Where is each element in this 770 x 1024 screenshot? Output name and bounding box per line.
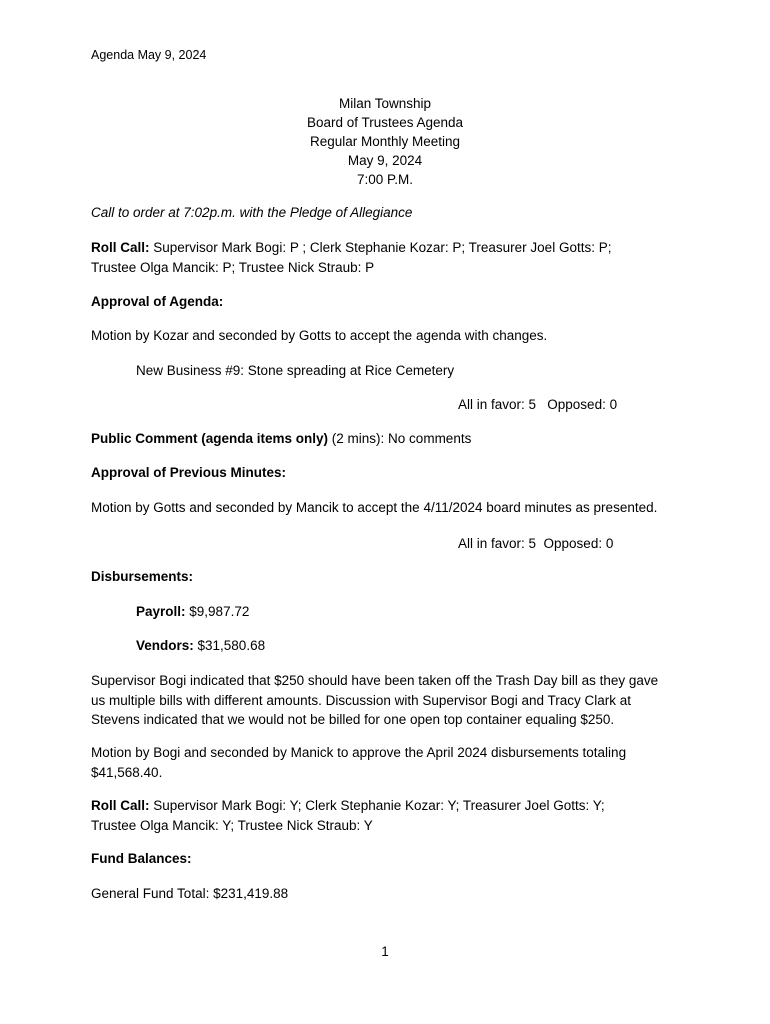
- roll-call-line: Supervisor Mark Bogi: Y; Clerk Stephanie Kozar: Y; Treasurer Joel Gotts: Y;: [149, 798, 605, 813]
- public-comment: [91, 429, 691, 449]
- previous-minutes-heading: Approval of Previous Minutes:: [91, 465, 287, 480]
- roll-call-line: Trustee Olga Mancik: Y; Trustee Nick Straub: Y: [91, 817, 373, 833]
- roll-call-line: Trustee Olga Mancik: P; Trustee Nick Straub: P: [91, 259, 375, 275]
- title-date: May 9, 2024: [347, 153, 423, 168]
- disbursements-motion: Motion by Bogi and seconded by Manick to approve the April 2024 disbursements totaling $41,568.40.: [91, 745, 627, 780]
- page-number: 1: [381, 944, 389, 959]
- vendors-line: [136, 636, 736, 656]
- roll-call-label: Roll Call:: [91, 798, 150, 813]
- disbursements-note: Supervisor Bogi indicated that $250 should have been taken off the Trash Day bill as they gave us multiple bills with different amounts. Discussion with Supervisor Bogi and Tracy Clark at Stevens indicated that we would not be billed for one open top container equaling $250.: [91, 673, 659, 727]
- title-board: Board of Trustees Agenda: [306, 115, 464, 130]
- roll-call-label: Roll Call:: [91, 240, 150, 255]
- minutes-vote-result: All in favor: 5 Opposed: 0: [458, 536, 614, 551]
- call-to-order: Call to order at 7:02p.m. with the Pledge of Allegiance: [91, 205, 413, 220]
- public-comment-detail: (2 mins): No comments: [328, 431, 472, 446]
- approval-agenda-heading: Approval of Agenda:: [91, 294, 224, 309]
- public-comment-heading: Public Comment (agenda items only): [91, 431, 329, 446]
- vendors-label: Vendors:: [136, 638, 194, 653]
- general-fund-total: General Fund Total: $231,419.88: [91, 886, 289, 901]
- running-header: Agenda May 9, 2024: [91, 48, 207, 62]
- title-meeting-type: Regular Monthly Meeting: [309, 134, 461, 149]
- disbursements-heading: Disbursements:: [91, 569, 194, 584]
- agenda-change-item: New Business #9: Stone spreading at Rice Cemetery: [136, 363, 455, 378]
- title-block: [0, 94, 770, 189]
- roll-call-section-1: [91, 238, 691, 277]
- payroll-value: $9,987.72: [185, 604, 250, 619]
- roll-call-line: Supervisor Mark Bogi: P ; Clerk Stephanie Kozar: P; Treasurer Joel Gotts: P;: [149, 240, 612, 255]
- payroll-line: [136, 602, 736, 622]
- previous-minutes-motion: Motion by Gotts and seconded by Mancik to accept the 4/11/2024 board minutes as presented.: [91, 500, 658, 515]
- roll-call-section-2: [91, 796, 691, 835]
- payroll-label: Payroll:: [136, 604, 186, 619]
- fund-balances-heading: Fund Balances:: [91, 851, 192, 866]
- approval-agenda-motion: Motion by Kozar and seconded by Gotts to accept the agenda with changes.: [91, 328, 548, 343]
- title-time: 7:00 P.M.: [356, 172, 414, 187]
- agenda-vote-result: All in favor: 5 Opposed: 0: [458, 397, 618, 412]
- title-township: Milan Township: [338, 96, 432, 111]
- vendors-value: $31,580.68: [193, 638, 266, 653]
